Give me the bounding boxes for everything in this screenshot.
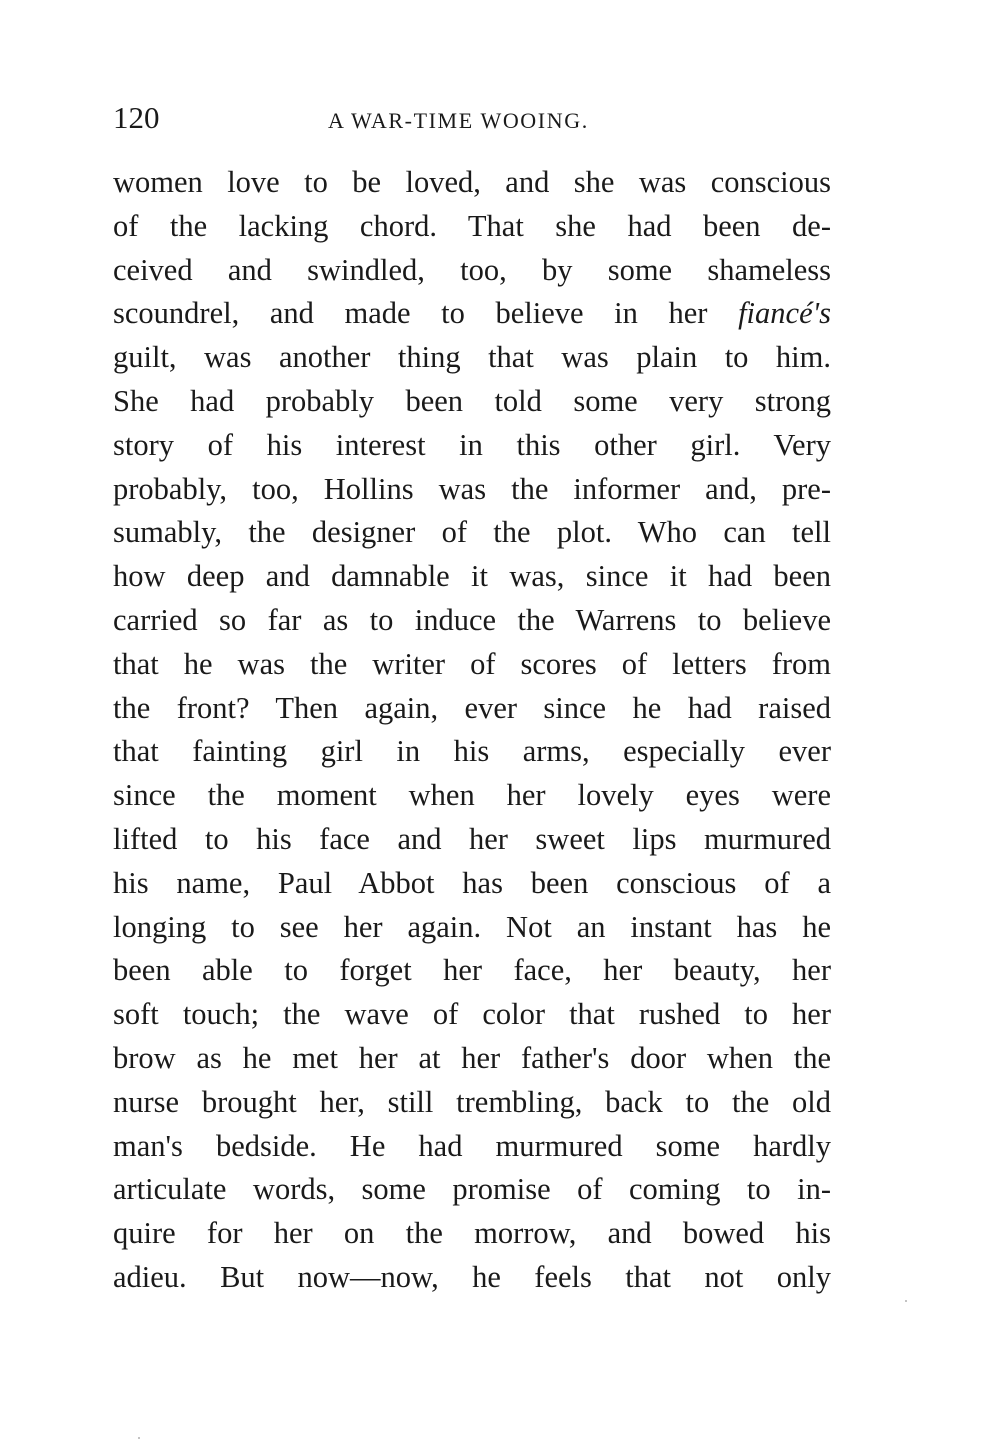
running-title: A WAR-TIME WOOING.	[328, 108, 589, 133]
text-line-content: story of his interest in this other girl. Very	[113, 427, 831, 462]
text-line-content: women love to be loved, and she was conscious	[113, 165, 831, 199]
paper-speck	[138, 1437, 140, 1439]
text-line	[113, 249, 831, 293]
text-line	[113, 292, 831, 336]
italic-word: fiancé's	[738, 296, 831, 331]
text-line	[113, 643, 831, 687]
text-line	[113, 730, 831, 774]
running-head	[113, 98, 833, 142]
text-line-content: how deep and damnable it was, since it had been	[113, 559, 831, 594]
text-line	[113, 818, 831, 862]
text-line-content: man's bedside. He had murmured some hardly	[113, 1128, 831, 1163]
text-line	[113, 205, 831, 249]
text-line-content: carried so far as to induce the Warrens to believe	[113, 602, 831, 637]
text-line-content: brow as he met her at her father's door when the	[113, 1040, 831, 1075]
text-line	[113, 1081, 831, 1125]
text-line	[113, 1037, 831, 1081]
text-line	[113, 1125, 831, 1169]
text-line-content: soft touch; the wave of color that rushed to her	[113, 997, 831, 1032]
text-line	[113, 1168, 831, 1212]
text-line	[113, 774, 831, 818]
text-line	[113, 468, 831, 512]
text-line	[113, 1256, 831, 1300]
paper-speck	[905, 1300, 907, 1302]
text-line-content: longing to see her again. Not an instant has he	[113, 909, 831, 944]
body-text	[113, 161, 831, 1300]
text-line-content: since the moment when her lovely eyes were	[113, 778, 831, 813]
text-line-content: nurse brought her, still trembling, back to the old	[113, 1084, 831, 1119]
text-line	[113, 424, 831, 468]
text-line	[113, 993, 831, 1037]
text-line	[113, 336, 831, 380]
text-line-content: ceived and swindled, too, by some shameless	[113, 252, 831, 287]
text-line-content: that fainting girl in his arms, especially ever	[113, 734, 831, 769]
text-line-content: guilt, was another thing that was plain to him.	[113, 340, 831, 375]
text-line	[113, 687, 831, 731]
text-line	[113, 1212, 831, 1256]
text-line-content: his name, Paul Abbot has been conscious of a	[113, 865, 831, 900]
text-line-content: probably, too, Hollins was the informer and, pre-	[113, 471, 831, 506]
text-line	[113, 511, 831, 555]
text-line-content: of the lacking chord. That she had been de-	[113, 208, 831, 243]
text-line-content: the front? Then again, ever since he had raised	[113, 690, 831, 725]
text-line-content: been able to forget her face, her beauty, her	[113, 953, 831, 988]
text-line-content: that he was the writer of scores of letters from	[113, 646, 831, 681]
text-line-content: articulate words, some promise of coming to in-	[113, 1172, 831, 1207]
text-line	[113, 555, 831, 599]
text-line	[113, 949, 831, 993]
text-line-content: sumably, the designer of the plot. Who can tell	[113, 515, 831, 550]
text-line-content: scoundrel, and made to believe in her	[113, 296, 739, 331]
page-number: 120	[113, 100, 160, 135]
text-line	[113, 161, 831, 205]
text-line	[113, 906, 831, 950]
text-line-content: lifted to his face and her sweet lips murmured	[113, 821, 831, 856]
text-line-content: She had probably been told some very strong	[113, 383, 831, 418]
text-line	[113, 599, 831, 643]
text-line	[113, 862, 831, 906]
text-line-content: adieu. But now—now, he feels that not only	[113, 1259, 831, 1294]
text-line	[113, 380, 831, 424]
text-line-content: quire for her on the morrow, and bowed his	[113, 1216, 831, 1251]
